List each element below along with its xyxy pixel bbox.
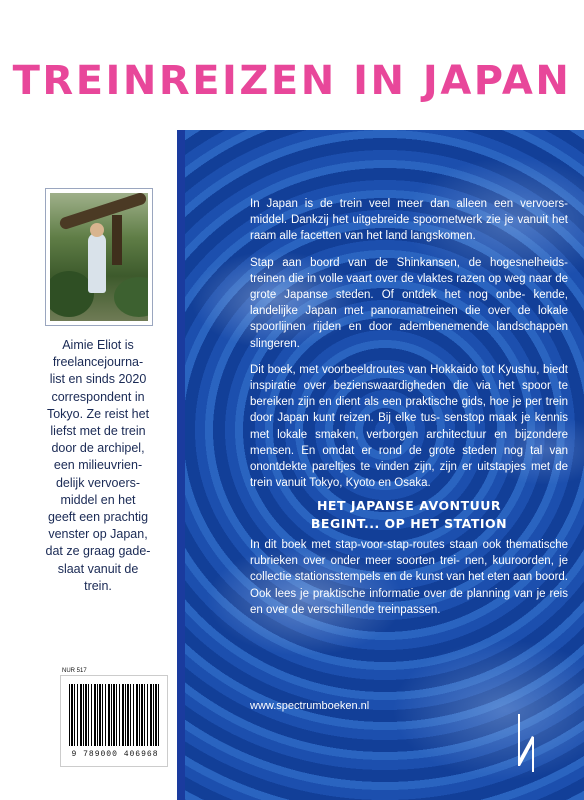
bio-line: list en sinds 2020 bbox=[49, 372, 147, 387]
description-paragraph: Stap aan boord van de Shinkansen, de hogesnelheids- treinen die in volle vaart over de vlaktes razen op weg naar de grote Japanse steden. Of ontdek het nog onbe- kende, landelijke Japan met panoramatreinen die over de lokale spoorlijnen rijden en door adembenemende landschappen slingeren. bbox=[250, 256, 568, 350]
person-head-shape bbox=[90, 223, 104, 237]
author-photo-frame bbox=[45, 188, 153, 326]
bio-line: delijk vervoers- bbox=[55, 475, 141, 490]
spectrum-logo-icon bbox=[512, 712, 538, 774]
closing-paragraph: In dit boek met stap-voor-stap-routes staan ook thematische rubrieken over onder meer soorten trei- nen, kuuroorden, je collectie stationsstempels en de kunst van het eten aan boord. Ook lees je praktische informatie over de planning van je reis en over de verschillende treinpassen. bbox=[250, 539, 568, 616]
nur-code: NUR 517 bbox=[62, 668, 87, 674]
bio-line: correspondent in bbox=[51, 389, 145, 404]
bush-shape bbox=[114, 277, 148, 317]
publisher-website: www.spectrumboeken.nl bbox=[250, 700, 370, 712]
barcode-area bbox=[60, 675, 168, 767]
bio-line: een milieuvrien- bbox=[53, 458, 143, 473]
subheading bbox=[250, 497, 568, 533]
bio-line: middel en het bbox=[60, 492, 136, 507]
barcode-icon bbox=[69, 684, 161, 746]
author-bio bbox=[38, 337, 158, 595]
bio-line: Tokyo. Ze reist het bbox=[46, 406, 150, 421]
bio-line: slaat vanuit de bbox=[57, 561, 139, 576]
isbn-number: 9 789000 406968 bbox=[71, 750, 159, 759]
book-title: TREINREIZEN IN JAPAN bbox=[12, 58, 572, 104]
person-shape bbox=[88, 233, 106, 293]
bio-line: dat ze graag gade- bbox=[45, 544, 151, 559]
author-photo bbox=[50, 193, 148, 321]
bio-line: venster op Japan, bbox=[48, 527, 148, 542]
bio-line: liefst met de trein bbox=[50, 424, 146, 439]
subheading-line: BEGINT... OP HET STATION bbox=[310, 516, 508, 531]
tree-trunk-shape bbox=[112, 215, 122, 265]
bio-line: door de archipel, bbox=[51, 441, 145, 456]
tree-branch-shape bbox=[58, 193, 147, 231]
description-text bbox=[250, 196, 568, 501]
bio-line: trein. bbox=[84, 578, 112, 593]
bio-line: Aimie Eliot is bbox=[62, 338, 134, 352]
bio-line: freelancejourna- bbox=[52, 355, 144, 370]
description-paragraph: Dit boek, met voorbeeldroutes van Hokkaido tot Kyushu, biedt inspiratie over bezienswaardigheden die via het spoor te bereiken zijn en dient als een praktische gids, hoe je per trein door Japan kunt reizen. Bij elke tus- senstop maak je kennis met lokale smaken, verborgen architectuur en bijzondere mensen. En omdat er rond de grote steden nog tal van onontdekte pareltjes te vinden zijn, zijn er uitstapjes met de trein vanuit Tokyo, Kyoto en Osaka. bbox=[250, 363, 568, 490]
subheading-line: HET JAPANSE AVONTUUR bbox=[316, 498, 502, 513]
description-paragraph: In Japan is de trein veel meer dan alleen een vervoers- middel. Dankzij het uitgebreide spoornetwerk zie je vanuit het raam alle facetten van het land langskomen. bbox=[250, 198, 568, 243]
bio-line: geeft een prachtig bbox=[47, 510, 149, 525]
